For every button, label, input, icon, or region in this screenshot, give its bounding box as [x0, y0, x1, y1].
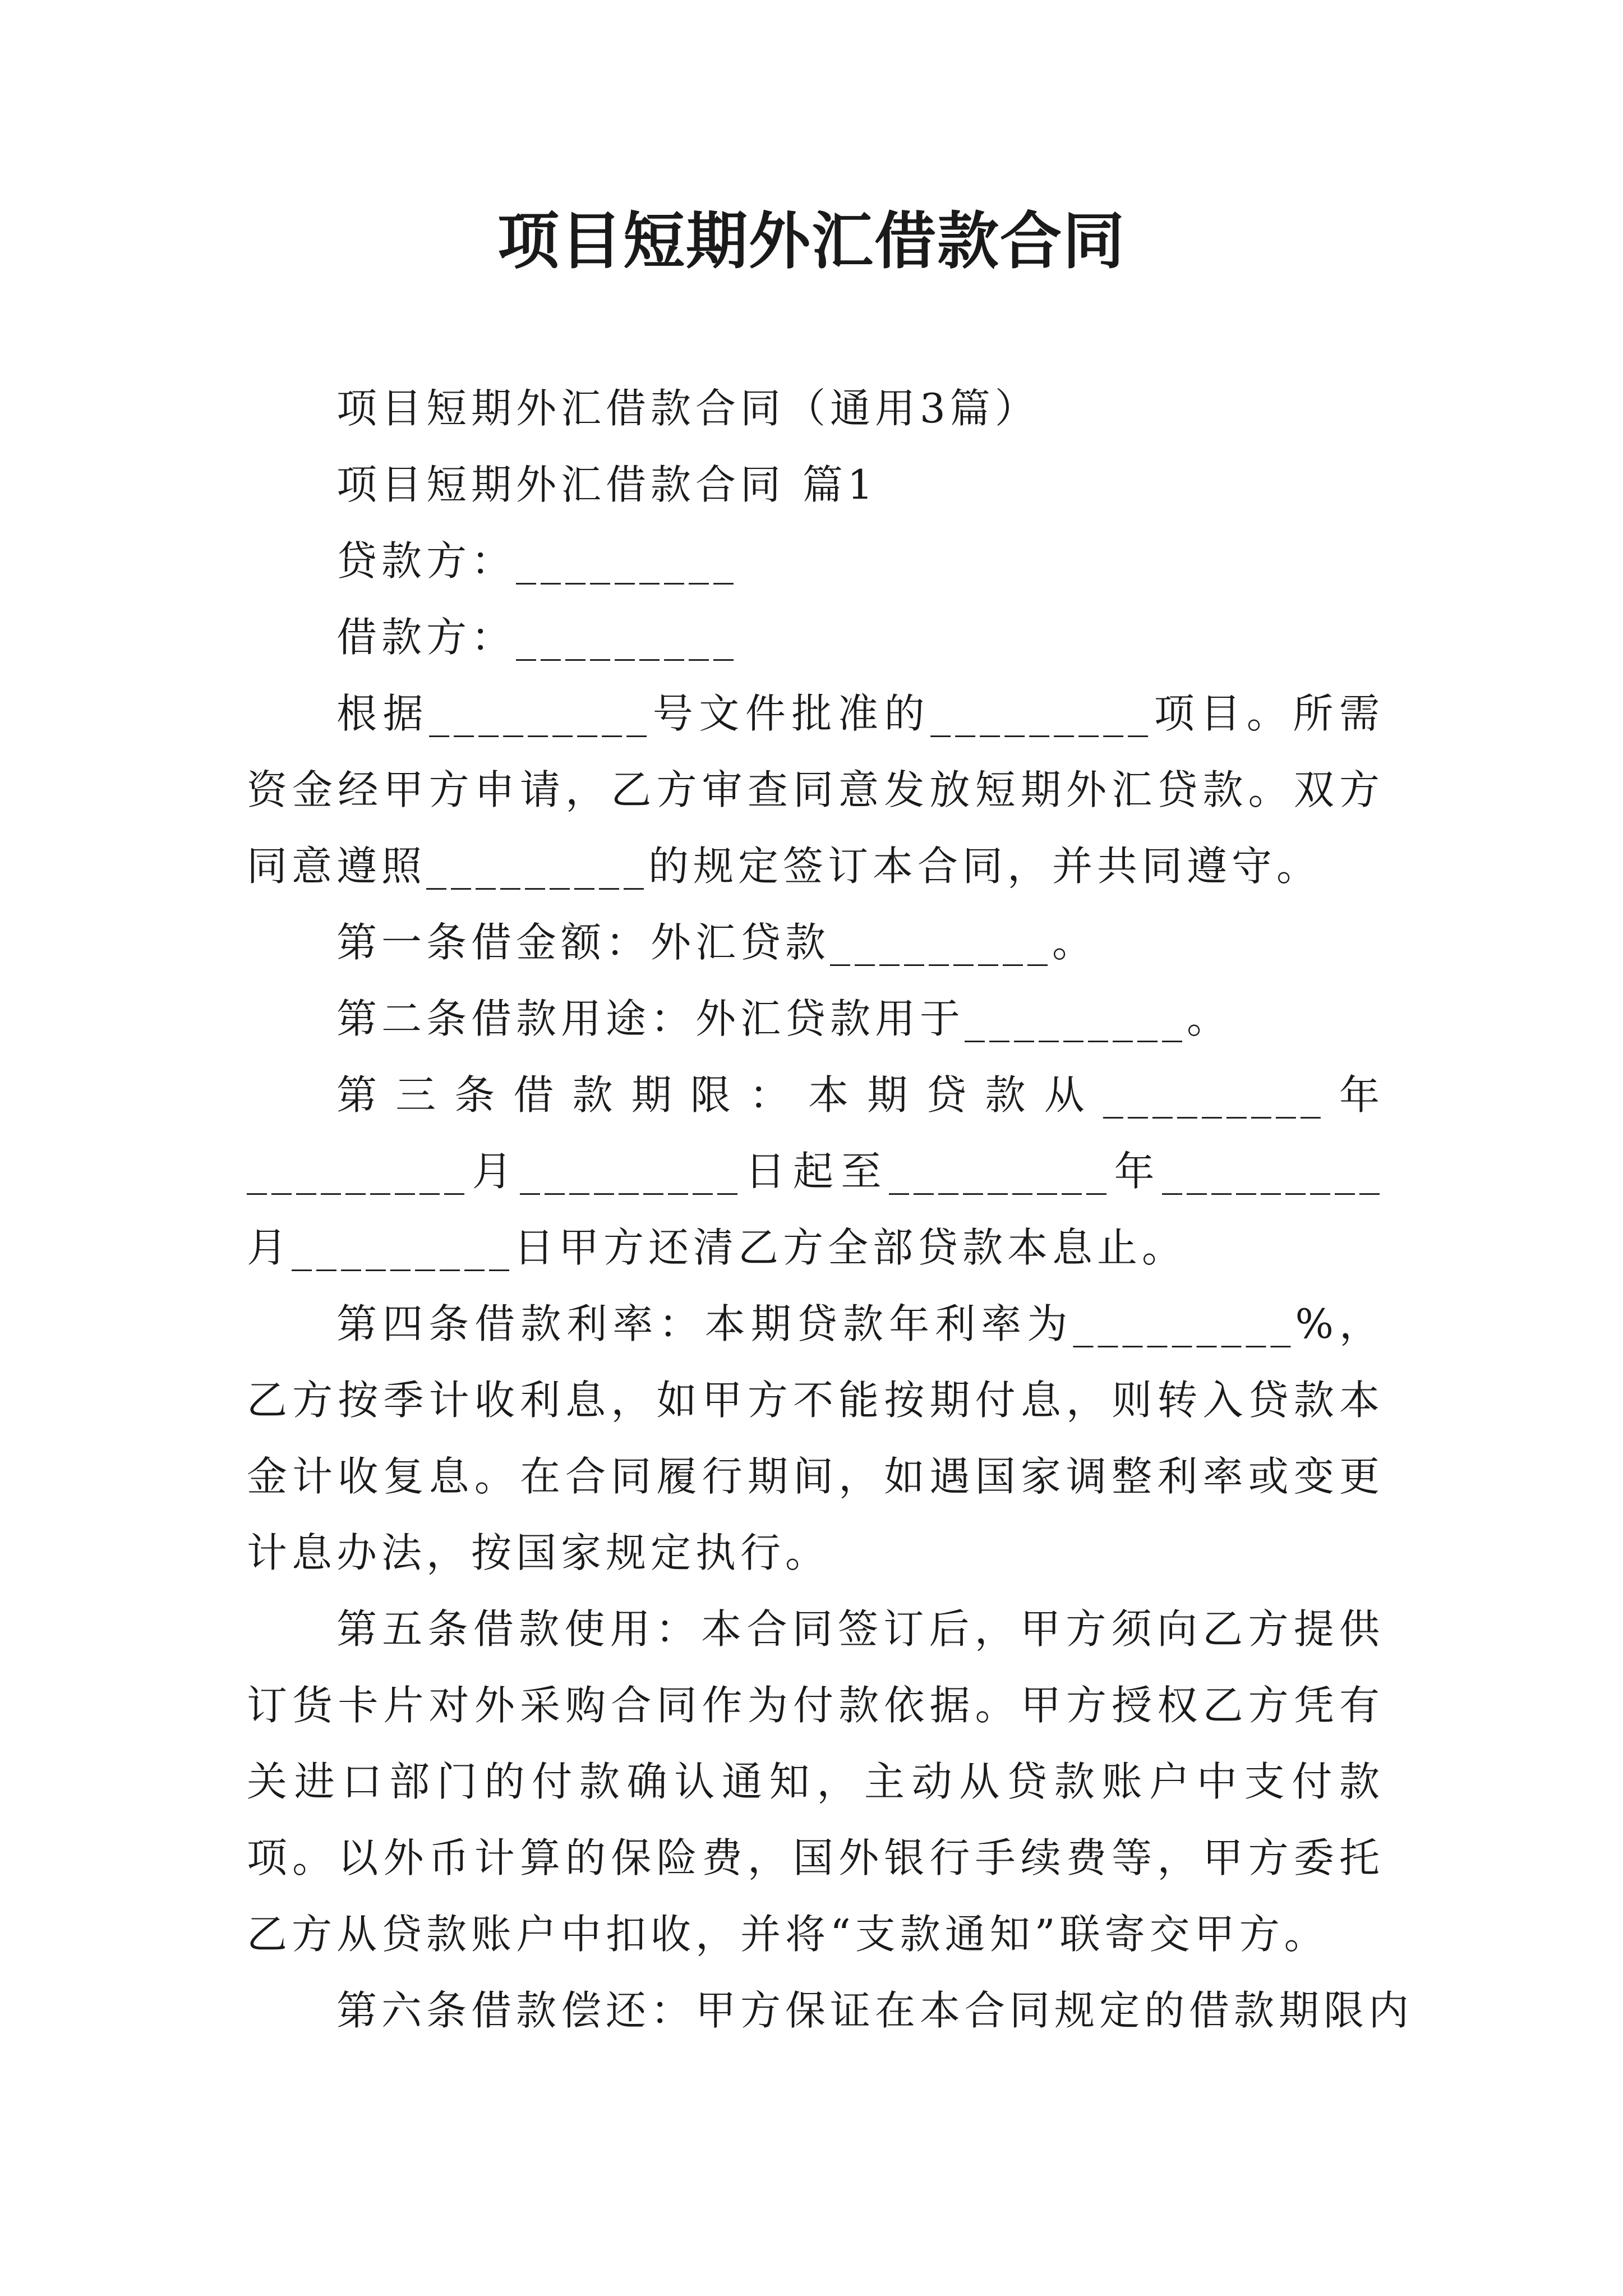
article-1-amount: 第一条借金额：外汇贷款_________。 [336, 919, 1098, 966]
borrower-line: 借款方：_________ [336, 614, 739, 661]
article-6-repayment: 第六条借款偿还：甲方保证在本合同规定的借款期限内 [336, 1987, 1414, 2034]
document-subtitle: 项目短期外汇借款合同（通用3篇） [336, 385, 1040, 432]
article-4-interest: 第四条借款利率：本期贷款年利率为_________%，乙方按季计收利息，如甲方不能按期付息，则转入贷款本金计收复息。在合同履行期间，如遇国家调整利率或变更计息办法，按国家规定执行。 [247, 1300, 1384, 1576]
document-body [247, 370, 1414, 2049]
article-3-term: 第三条借款期限：本期贷款从_________年_________月_________日起至_________年_________月_________日甲方还清乙方全部贷款本息止。 [247, 1071, 1384, 1271]
article-5-usage: 第五条借款使用：本合同签订后，甲方须向乙方提供订货卡片对外采购合同作为付款依据。甲方授权乙方凭有关进口部门的付款确认通知，主动从贷款账户中支付款项。以外币计算的保险费，国外银行手续费等，甲方委托乙方从贷款账户中扣收，并将“支款通知”联寄交甲方。 [247, 1605, 1384, 1958]
lender-line: 贷款方：_________ [336, 537, 739, 585]
section-heading: 项目短期外汇借款合同 篇1 [336, 461, 878, 508]
article-2-purpose: 第二条借款用途：外汇贷款用于_________。 [336, 995, 1232, 1042]
preamble-paragraph: 根据_________号文件批准的_________项目。所需资金经甲方申请，乙方审查同意发放短期外汇贷款。双方同意遵照_________的规定签订本合同，并共同遵守。 [247, 690, 1384, 890]
document-title: 项目短期外汇借款合同 [497, 205, 1126, 277]
